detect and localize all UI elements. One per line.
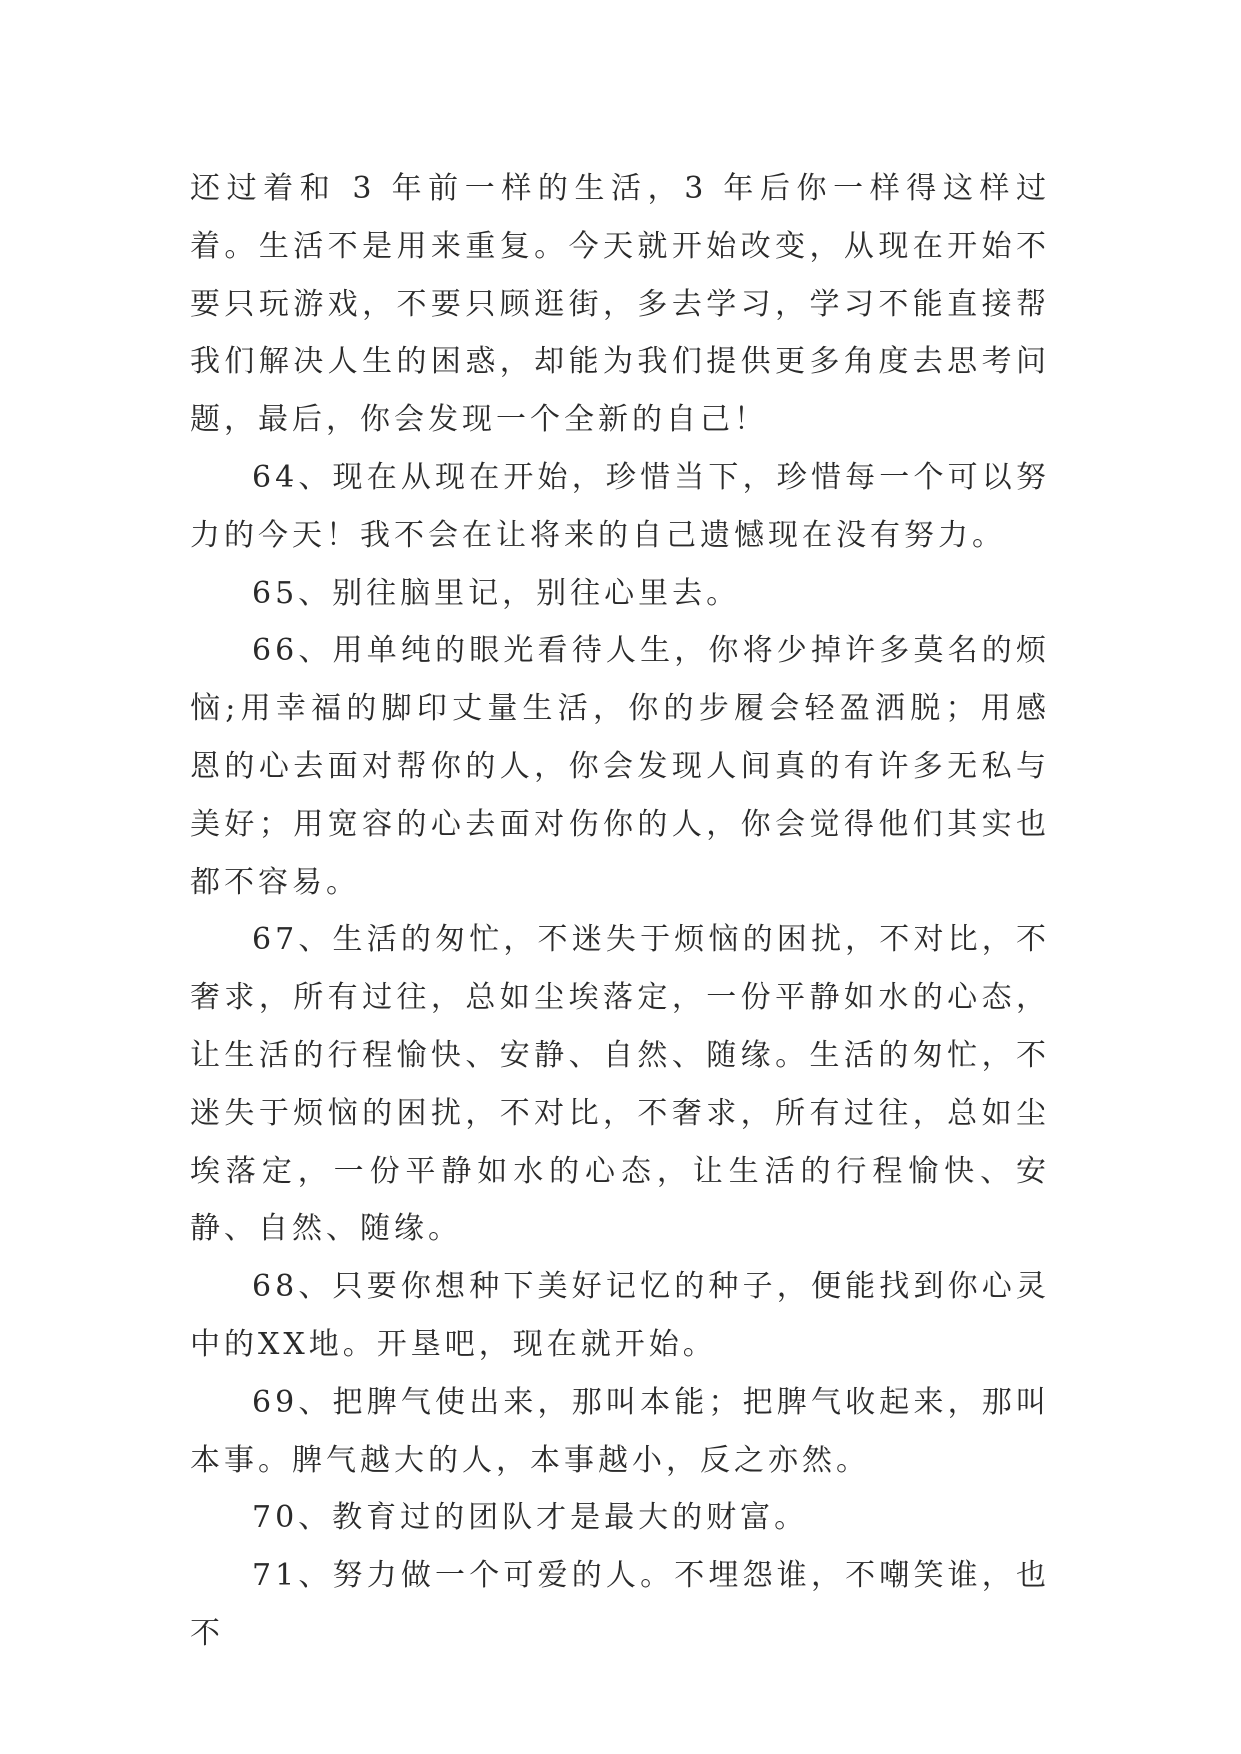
paragraph-69: 69、把脾气使出来，那叫本能；把脾气收起来，那叫本事。脾气越大的人，本事越小，反之亦然。 xyxy=(190,1384,1050,1478)
document-body xyxy=(190,160,1050,1663)
paragraph-71: 71、努力做一个可爱的人。不埋怨谁，不嘲笑谁，也不 xyxy=(190,1558,1050,1651)
paragraph-70: 70、教育过的团队才是最大的财富。 xyxy=(252,1500,809,1536)
paragraph-continuation: 还过着和 3 年前一样的生活，3 年后你一样得这样过着。生活不是用来重复。今天就开始改变，从现在开始不要只玩游戏，不要只顾逛街，多去学习，学习不能直接帮我们解决人生的困惑，却能为我们提供更多角度去思考问题，最后，你会发现一个全新的自己！ xyxy=(190,171,1050,438)
paragraph-65: 65、别往脑里记，别往心里去。 xyxy=(252,575,741,611)
paragraph-67: 67、生活的匆忙，不迷失于烦恼的困扰，不对比，不奢求，所有过往，总如尘埃落定，一份平静如水的心态，让生活的行程愉快、安静、自然、随缘。生活的匆忙，不迷失于烦恼的困扰，不对比，不奢求，所有过往，总如尘埃落定，一份平静如水的心态，让生活的行程愉快、安静、自然、随缘。 xyxy=(190,922,1050,1247)
paragraph-64: 64、现在从现在开始，珍惜当下，珍惜每一个可以努力的今天！我不会在让将来的自己遗憾现在没有努力。 xyxy=(190,459,1050,553)
paragraph-66: 66、用单纯的眼光看待人生，你将少掉许多莫名的烦恼;用幸福的脚印丈量生活，你的步履会轻盈洒脱；用感恩的心去面对帮你的人，你会发现人间真的有许多无私与美好；用宽容的心去面对伤你的人，你会觉得他们其实也都不容易。 xyxy=(190,633,1050,900)
paragraph-68: 68、只要你想种下美好记忆的种子，便能找到你心灵中的XX地。开垦吧，现在就开始。 xyxy=(190,1269,1050,1362)
